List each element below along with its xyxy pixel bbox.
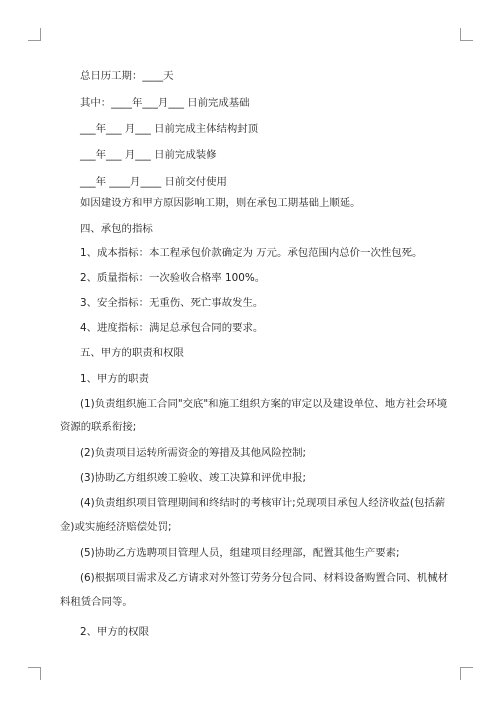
duty-2-line: (2)负责项目运转所需资金的筹措及其他风险控制;	[80, 447, 307, 459]
quality-target-line: 2、质量指标：一次验收合格率 100%。	[80, 272, 266, 284]
decoration-date-line: ___年___ 月___ 日前完成装修	[80, 149, 217, 161]
duty-3-line: (3)协助乙方组织竣工验收、竣工决算和评优申报;	[80, 472, 307, 484]
foundation-date-line: 其中：____年___月___ 日前完成基础	[80, 97, 250, 109]
crop-mark-bottom-left	[28, 667, 41, 680]
section-heading-party-a: 五、甲方的职责和权限	[80, 347, 184, 359]
delay-clause-line: 如因建设方和甲方原因影响工期，则在承包工期基础上顺延。	[80, 197, 361, 209]
duty-4-line-1: (4)负责组织项目管理期间和终结时的考核审计;兑现项目承包人经济收益(包括薪	[80, 497, 446, 509]
structure-topping-date-line: ___年___ 月___ 日前完成主体结构封顶	[80, 123, 259, 135]
schedule-target-line: 4、进度指标：满足总承包合同的要求。	[80, 322, 264, 334]
section-heading-targets: 四、承包的指标	[80, 223, 153, 235]
crop-mark-top-right	[460, 28, 473, 41]
total-duration-line: 总日历工期：____天	[80, 70, 174, 82]
duty-6-line-1: (6)根据项目需求及乙方请求对外签订劳务分包合同、材料设备购置合同、机械材	[80, 572, 448, 584]
crop-mark-bottom-right	[460, 667, 473, 680]
subheading-party-a-authority: 2、甲方的权限	[80, 626, 149, 638]
duty-5-line: (5)协助乙方选聘项目管理人员，组建项目经理部，配置其他生产要素;	[80, 547, 400, 559]
crop-mark-top-left	[28, 28, 41, 41]
cost-target-line: 1、成本指标：本工程承包价款确定为 万元。承包范围内总价一次性包死。	[80, 247, 423, 259]
safety-target-line: 3、安全指标：无重伤、死亡事故发生。	[80, 297, 264, 309]
duty-4-line-2: 金)或实施经济赔偿处罚;	[60, 521, 172, 533]
subheading-party-a-duties: 1、甲方的职责	[80, 373, 149, 385]
duty-1-line-2: 资源的联系衔接;	[60, 421, 137, 433]
duty-1-line-1: (1)负责组织施工合同"交底"和施工组织方案的审定以及建设单位、地方社会环境	[80, 398, 448, 410]
delivery-date-line: ___年 ____月____ 日前交付使用	[80, 176, 227, 188]
duty-6-line-2: 料租赁合同等。	[60, 596, 133, 608]
